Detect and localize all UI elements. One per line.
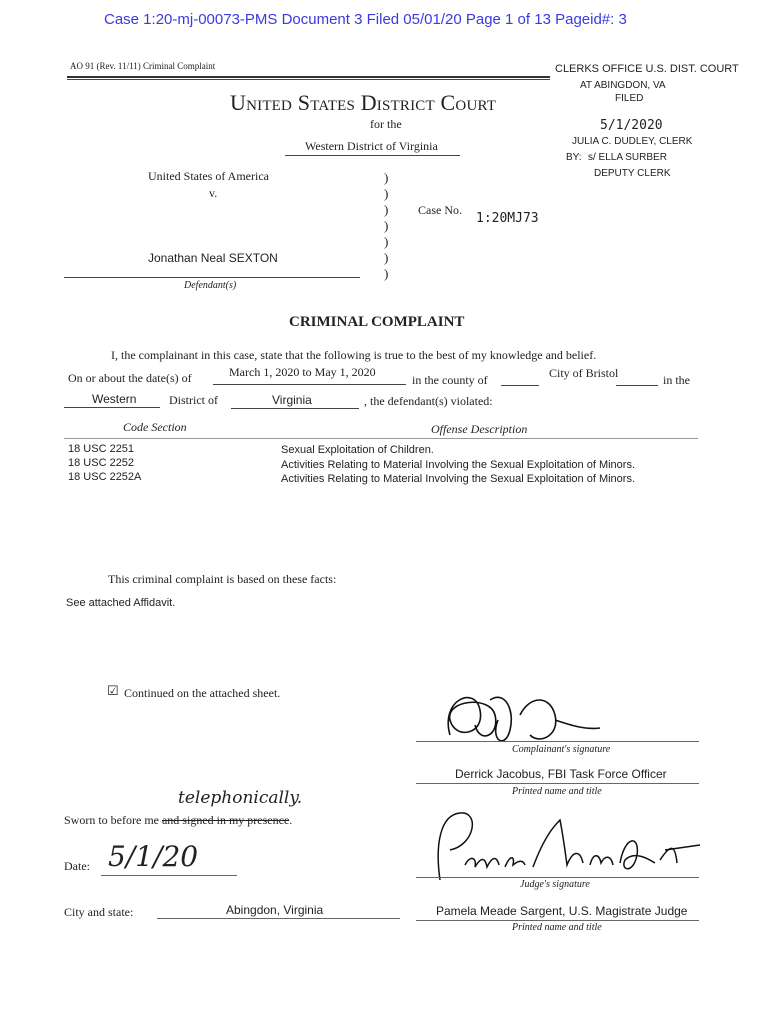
case-no-label: Case No. <box>418 203 462 217</box>
court-district: Western District of Virginia <box>305 139 438 153</box>
judge-name-rule <box>416 920 699 921</box>
paren: ) <box>384 266 389 281</box>
city-value: Abingdon, Virginia <box>226 903 324 917</box>
offense-row-2-desc: Activities Relating to Material Involving the Sexual Exploitation of Minors. <box>281 459 636 471</box>
court-for-the: for the <box>370 117 402 131</box>
district-rule <box>285 155 460 156</box>
facts-text: See attached Affidavit. <box>66 597 176 609</box>
complainant-name-rule <box>416 783 699 784</box>
paren: ) <box>384 250 389 265</box>
top-rule-2 <box>67 79 550 80</box>
date-rule <box>101 875 237 876</box>
dates-prefix: On or about the date(s) of <box>68 371 192 385</box>
city-label: City and state: <box>64 905 134 919</box>
clerk-stamp-filed: FILED <box>615 93 644 104</box>
city-rule <box>157 918 400 919</box>
clerk-stamp-line1: CLERKS OFFICE U.S. DIST. COURT <box>555 63 739 75</box>
defendant-label: Defendant(s) <box>184 280 237 291</box>
paren: ) <box>384 186 389 201</box>
court-title: United States District Court <box>230 90 497 115</box>
dates-rule <box>213 384 406 385</box>
offense-row-1-code: 18 USC 2251 <box>68 443 135 455</box>
caption-plaintiff: United States of America <box>148 169 269 183</box>
in-the: in the <box>663 373 690 387</box>
judge-name-label: Printed name and title <box>512 922 602 933</box>
state-rule <box>231 408 359 409</box>
case-no-value: 1:20MJ73 <box>476 211 539 226</box>
sworn-handwritten-insert: telephonically. <box>178 788 303 808</box>
judge-sig-rule <box>416 877 699 878</box>
caption-defendant: Jonathan Neal SEXTON <box>148 251 278 265</box>
caption-v: v. <box>209 186 218 200</box>
date-label: Date: <box>64 859 90 873</box>
clerk-stamp-deputy: DEPUTY CLERK <box>594 168 671 179</box>
continued-checkbox[interactable]: ☑ <box>107 683 119 698</box>
defendant-rule <box>64 277 360 278</box>
facts-label: This criminal complaint is based on these facts: <box>108 572 337 586</box>
table-header-rule <box>64 438 698 439</box>
form-id: AO 91 (Rev. 11/11) Criminal Complaint <box>70 61 216 71</box>
offense-row-1-desc: Sexual Exploitation of Children. <box>281 444 434 456</box>
complainant-sig-label: Complainant's signature <box>512 744 611 755</box>
complaint-title: CRIMINAL COMPLAINT <box>289 314 465 330</box>
clerk-stamp-line2: AT ABINGDON, VA <box>580 80 666 91</box>
judge-sig-label: Judge's signature <box>520 879 590 890</box>
county-prefix: in the county of <box>412 373 488 387</box>
county-rule-a <box>501 385 539 386</box>
district-value: Western <box>92 392 137 406</box>
continued-label: Continued on the attached sheet. <box>124 686 281 700</box>
sworn-struck: and signed in my presence <box>161 813 290 827</box>
state-value: Virginia <box>272 393 312 407</box>
clerk-stamp-date: 5/1/2020 <box>600 118 663 133</box>
county-value: City of Bristol <box>549 366 619 380</box>
paren: ) <box>384 218 389 233</box>
complainant-name-label: Printed name and title <box>512 786 602 797</box>
date-value: 5/1/20 <box>108 840 199 873</box>
code-section-header: Code Section <box>123 420 187 434</box>
clerk-stamp-clerk: JULIA C. DUDLEY, CLERK <box>572 136 693 147</box>
complaint-intro: I, the complainant in this case, state that the following is true to the best of my knowledge and belief. <box>111 348 597 362</box>
county-rule-b <box>616 385 658 386</box>
complainant-sig-rule <box>416 741 699 742</box>
offense-description-header: Offense Description <box>431 422 528 436</box>
offense-row-3-desc: Activities Relating to Material Involving the Sexual Exploitation of Minors. <box>281 473 636 485</box>
clerk-stamp-by-name: s/ ELLA SURBER <box>588 152 667 163</box>
complainant-name: Derrick Jacobus, FBI Task Force Officer <box>455 767 667 781</box>
dates-value: March 1, 2020 to May 1, 2020 <box>229 365 376 379</box>
district-value-rule <box>64 407 160 408</box>
sworn-suffix: . <box>289 813 293 827</box>
violated-text: , the defendant(s) violated: <box>364 394 493 408</box>
clerk-stamp-by-label: BY: <box>566 152 582 163</box>
top-rule <box>67 76 550 78</box>
paren: ) <box>384 234 389 249</box>
paren: ) <box>384 202 389 217</box>
ecf-header: Case 1:20-mj-00073-PMS Document 3 Filed 05/01/20 Page 1 of 13 Pageid#: 3 <box>104 11 627 28</box>
offense-row-2-code: 18 USC 2252 <box>68 457 135 469</box>
sworn-line <box>64 813 292 828</box>
judge-name: Pamela Meade Sargent, U.S. Magistrate Judge <box>436 904 688 918</box>
paren: ) <box>384 170 389 185</box>
sworn-prefix: Sworn to before me <box>64 813 159 827</box>
offense-row-3-code: 18 USC 2252A <box>68 471 142 483</box>
district-of: District of <box>169 393 218 407</box>
